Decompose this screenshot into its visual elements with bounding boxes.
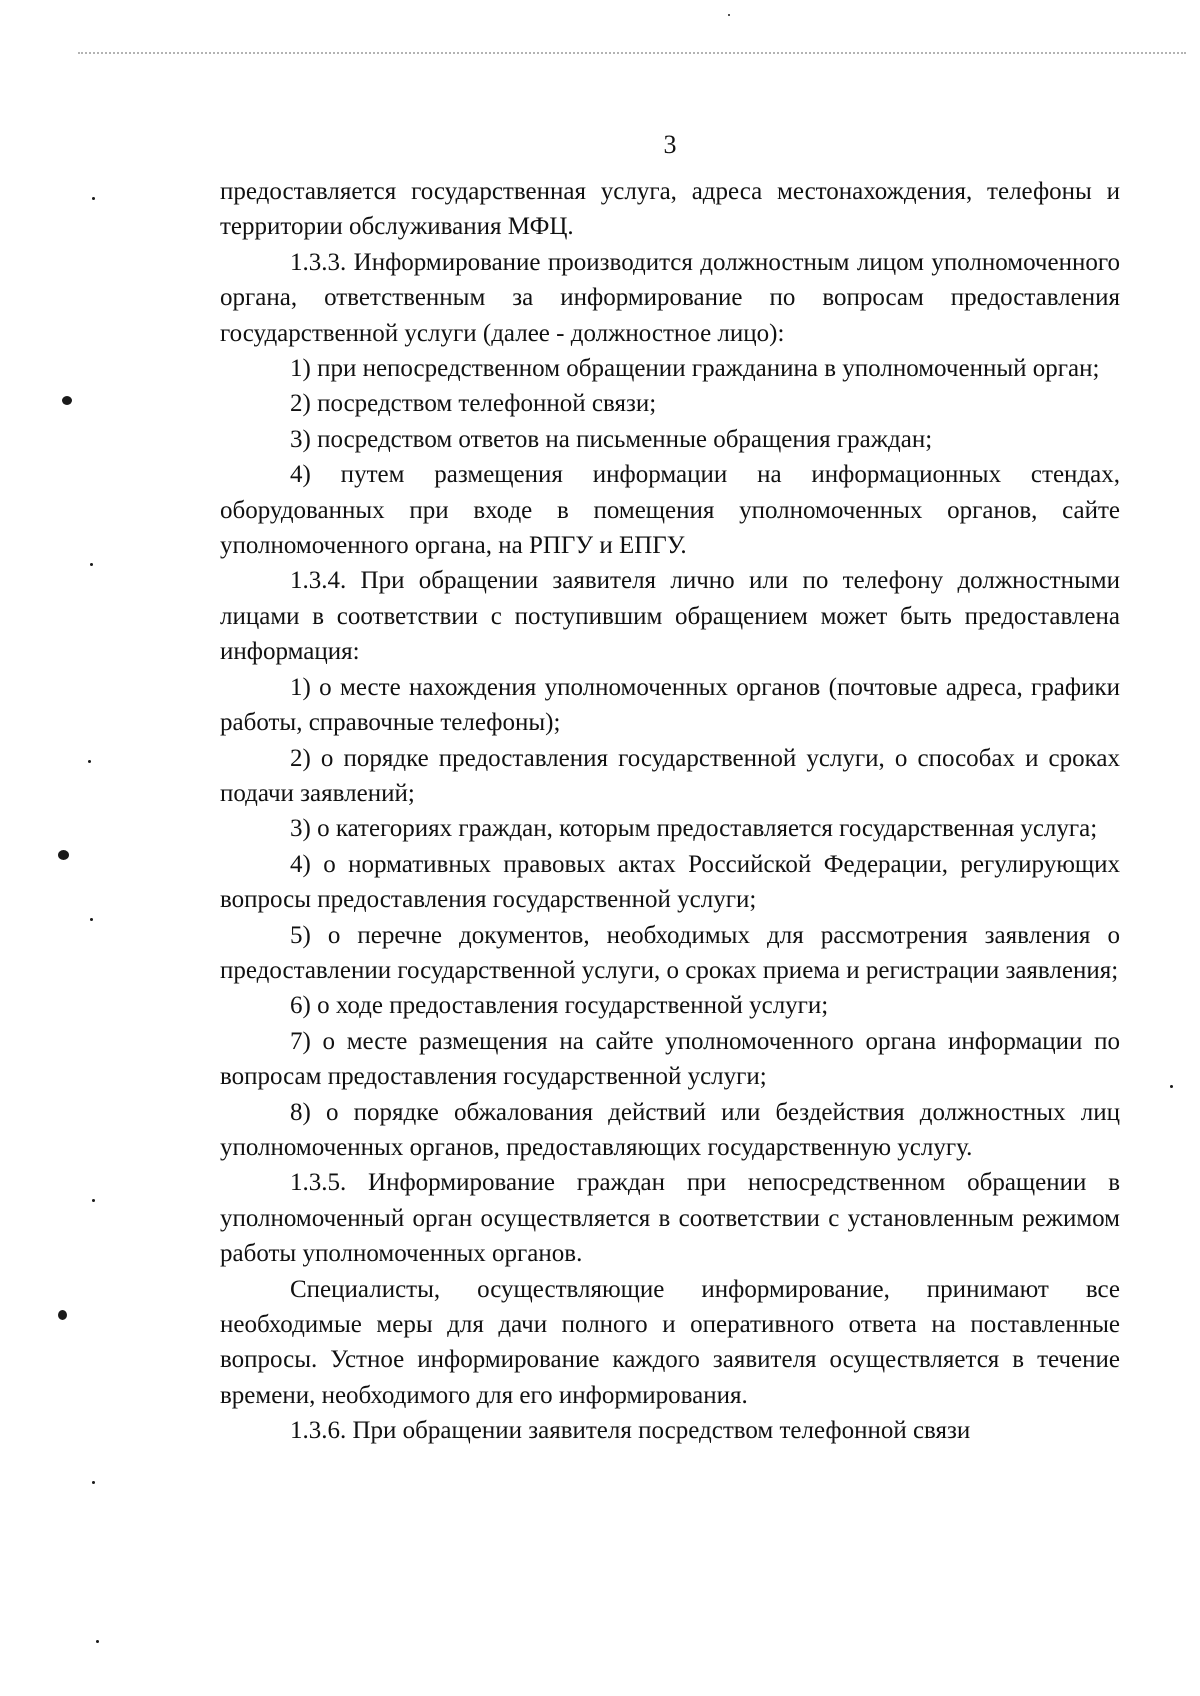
list-item: 2) посредством телефонной связи; <box>290 390 657 418</box>
scan-mark <box>88 760 91 763</box>
list-item: 7) о месте размещения на сайте уполномоченного органа информации по вопросам предоставления государственной услуги; <box>220 1027 1120 1091</box>
scan-edge-line <box>78 52 1186 54</box>
list-item: 3) посредством ответов на письменные обращения граждан; <box>290 425 933 453</box>
paragraph: Специалисты, осуществляющие информирование, принимают все необходимые меры для дачи полного и оперативного ответа на поставленные вопросы. Устное информирование каждого заявителя осуществляется в течение времени, необходимого для его информирования. <box>220 1275 1120 1409</box>
list-item: 4) путем размещения информации на информационных стендах, оборудованных при входе в помещения уполномоченных органов, сайте уполномоченного органа, на РПГУ и ЕПГУ. <box>220 461 1120 560</box>
scan-mark <box>90 563 93 566</box>
document-body <box>220 174 1120 1449</box>
scan-mark <box>92 197 95 200</box>
paragraph: предоставляется государственная услуга, адреса местонахождения, телефоны и территории обслуживания МФЦ. <box>220 178 1120 241</box>
list-item: 4) о нормативных правовых актах Российской Федерации, регулирующих вопросы предоставления государственной услуги; <box>220 850 1120 914</box>
paragraph: 1.3.6. При обращении заявителя посредством телефонной связи <box>290 1417 971 1445</box>
list-item: 1) о месте нахождения уполномоченных органов (почтовые адреса, графики работы, справочные телефоны); <box>220 673 1120 737</box>
list-item: 6) о ходе предоставления государственной услуги; <box>290 992 829 1020</box>
page-number: 3 <box>663 130 677 159</box>
scan-mark <box>92 1199 95 1202</box>
scan-mark <box>62 396 72 405</box>
scan-mark <box>58 850 69 860</box>
list-item: 8) о порядке обжалования действий или бездействия должностных лиц уполномоченных органов, предоставляющих государственную услугу. <box>220 1098 1120 1161</box>
paragraph: 1.3.3. Информирование производится должностным лицом уполномоченного органа, ответственным за информирование по вопросам предоставления государственной услуги (далее - должностное лицо): <box>220 248 1120 347</box>
scan-mark <box>58 1310 67 1320</box>
scan-mark <box>96 1640 99 1643</box>
list-item: 1) при непосредственном обращении гражданина в уполномоченный орган; <box>290 355 1100 383</box>
list-item: 2) о порядке предоставления государственной услуги, о способах и сроках подачи заявлений; <box>220 744 1120 807</box>
scan-mark <box>728 14 730 16</box>
paragraph: 1.3.4. При обращении заявителя лично или по телефону должностными лицами в соответствии с поступившим обращением может быть предоставлена информация: <box>220 567 1120 666</box>
list-item: 3) о категориях граждан, которым предоставляется государственная услуга; <box>290 815 1098 843</box>
paragraph: 1.3.5. Информирование граждан при непосредственном обращении в уполномоченный орган осуществляется в соответствии с установленным режимом работы уполномоченных органов. <box>220 1169 1120 1268</box>
scan-mark <box>90 918 93 921</box>
list-item: 5) о перечне документов, необходимых для рассмотрения заявления о предоставлении государственной услуги, о сроках приема и регистрации заявления; <box>220 921 1120 984</box>
scan-mark <box>92 1481 95 1484</box>
scan-mark <box>1170 1085 1173 1088</box>
